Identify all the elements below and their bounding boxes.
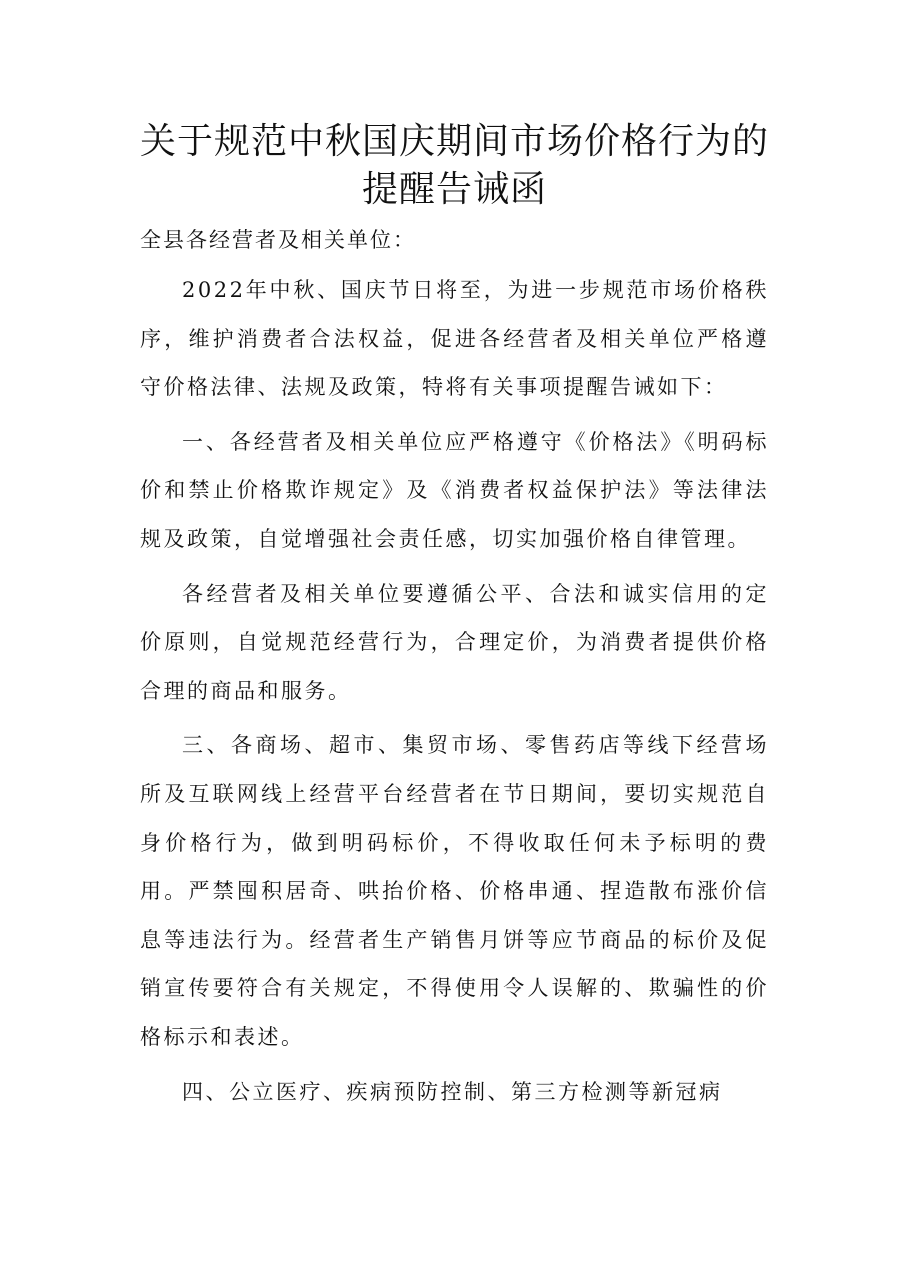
paragraph-item-3: 三、各商场、超市、集贸市场、零售药店等线下经营场所及互联网线上经营平台经营者在节日期间，要切实规范自身价格行为，做到明码标价，不得收取任何未予标明的费用。严禁囤积居奇、哄抬价格、价格串通、捏造散布涨价信息等违法行为。经营者生产销售月饼等应节商品的标价及促销宣传要符合有关规定，不得使用令人误解的、欺骗性的价格标示和表述。 xyxy=(140,733,769,1049)
document-title: 关于规范中秋国庆期间市场价格行为的提醒告诫函 xyxy=(140,121,770,210)
paragraph-intro: 2022年中秋、国庆节日将至，为进一步规范市场价格秩序，维护消费者合法权益，促进各经营者及相关单位严格遵守价格法律、法规及政策，特将有关事项提醒告诫如下： xyxy=(140,278,769,400)
paragraph-item-4: 四、公立医疗、疾病预防控制、第三方检测等新冠病 xyxy=(182,1079,723,1104)
paragraph-item-2: 各经营者及相关单位要遵循公平、合法和诚实信用的定价原则，自觉规范经营行为，合理定价，为消费者提供价格合理的商品和服务。 xyxy=(140,581,769,703)
salutation: 全县各经营者及相关单位： xyxy=(140,228,416,252)
document-body xyxy=(140,220,769,1116)
paragraph-item-1: 一、各经营者及相关单位应严格遵守《价格法》《明码标价和禁止价格欺诈规定》及《消费者权益保护法》等法律法规及政策，自觉增强社会责任感，切实加强价格自律管理。 xyxy=(140,429,769,551)
